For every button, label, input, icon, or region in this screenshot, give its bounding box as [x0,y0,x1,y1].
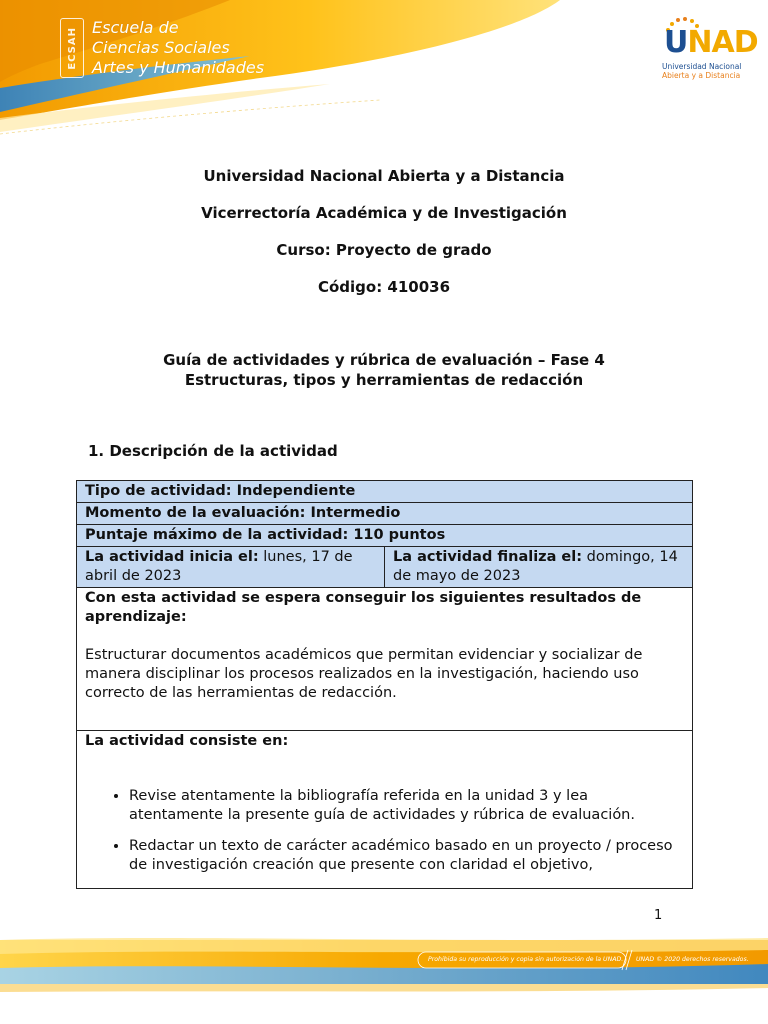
course-title: Curso: Proyecto de grado [276,241,492,259]
vicerrectoria-title: Vicerrectoría Académica y de Investigación [201,204,567,222]
list-item: • Revise atentamente la bibliografía referida en la unidad 3 y lea atentamente la presente guía de actividades y rúbrica de evaluación. [129,787,684,825]
unad-subtitle-2: Abierta y a Distancia [662,71,741,80]
footer-rights-notice: UNAD © 2020 derechos reservados. [636,956,749,963]
footer-banner [0,934,768,994]
school-mark [60,18,84,78]
school-name [92,18,264,78]
header-banner [0,0,768,150]
end-date-label: La actividad finaliza el: [393,549,583,565]
table-row [77,503,693,525]
school-logo [60,16,264,80]
learning-results-body: Estructurar documentos académicos que permitan evidenciar y socializar de manera disciplinar los procesos realizados en la investigación, haciendo uso correcto de las herramientas de redacción. [85,647,643,701]
guide-title-line-2: Estructuras, tipos y herramientas de redacción [184,371,584,389]
unad-text: UNAD [664,25,758,60]
list-item: • Redactar un texto de carácter académico basado en un proyecto / proceso de investigación creación que presente con claridad el objetivo, [129,837,684,875]
unad-wordmark [662,16,758,62]
course-code: Código: 410036 [317,278,451,296]
university-title: Universidad Nacional Abierta y a Distancia [203,167,565,185]
footer-copyright-notice: Prohibida su reproducción y copia sin autorización de la UNAD. [428,956,624,963]
learning-results-cell [77,588,693,731]
activity-type-cell: Tipo de actividad: Independiente [77,481,693,503]
footer-wave-graphic [0,934,768,994]
evaluation-moment-cell: Momento de la evaluación: Intermedio [77,503,693,525]
activity-consists-title: La actividad consiste en: [85,733,289,749]
table-row [77,588,693,731]
page-number: 1 [654,908,663,923]
guide-title-line-1: Guía de actividades y rúbrica de evaluación – Fase 4 [163,351,605,369]
activity-table [76,480,693,889]
table-row [77,731,693,889]
end-date-cell [385,547,693,588]
school-line-2: Ciencias Sociales [92,38,230,57]
school-mark-text: ECSAH [66,26,78,70]
school-line-1: Escuela de [92,18,179,37]
activity-steps-list [85,787,684,875]
end-date-value: domingo, 14 de mayo de 2023 [393,549,678,584]
start-date-value: lunes, 17 de abril de 2023 [85,549,353,584]
learning-results-title: Con esta actividad se espera conseguir los siguientes resultados de aprendizaje: [85,590,642,625]
start-date-label: La actividad inicia el: [85,549,259,565]
school-line-3: Artes y Humanidades [92,58,265,77]
activity-consists-cell [77,731,693,889]
table-row [77,481,693,503]
table-row [77,525,693,547]
max-score-cell: Puntaje máximo de la actividad: 110 puntos [77,525,693,547]
section-heading: 1. Descripción de la actividad [88,442,338,460]
table-row [77,547,693,588]
start-date-cell [77,547,385,588]
unad-logo [662,16,758,80]
unad-subtitle-1: Universidad Nacional [662,62,742,71]
